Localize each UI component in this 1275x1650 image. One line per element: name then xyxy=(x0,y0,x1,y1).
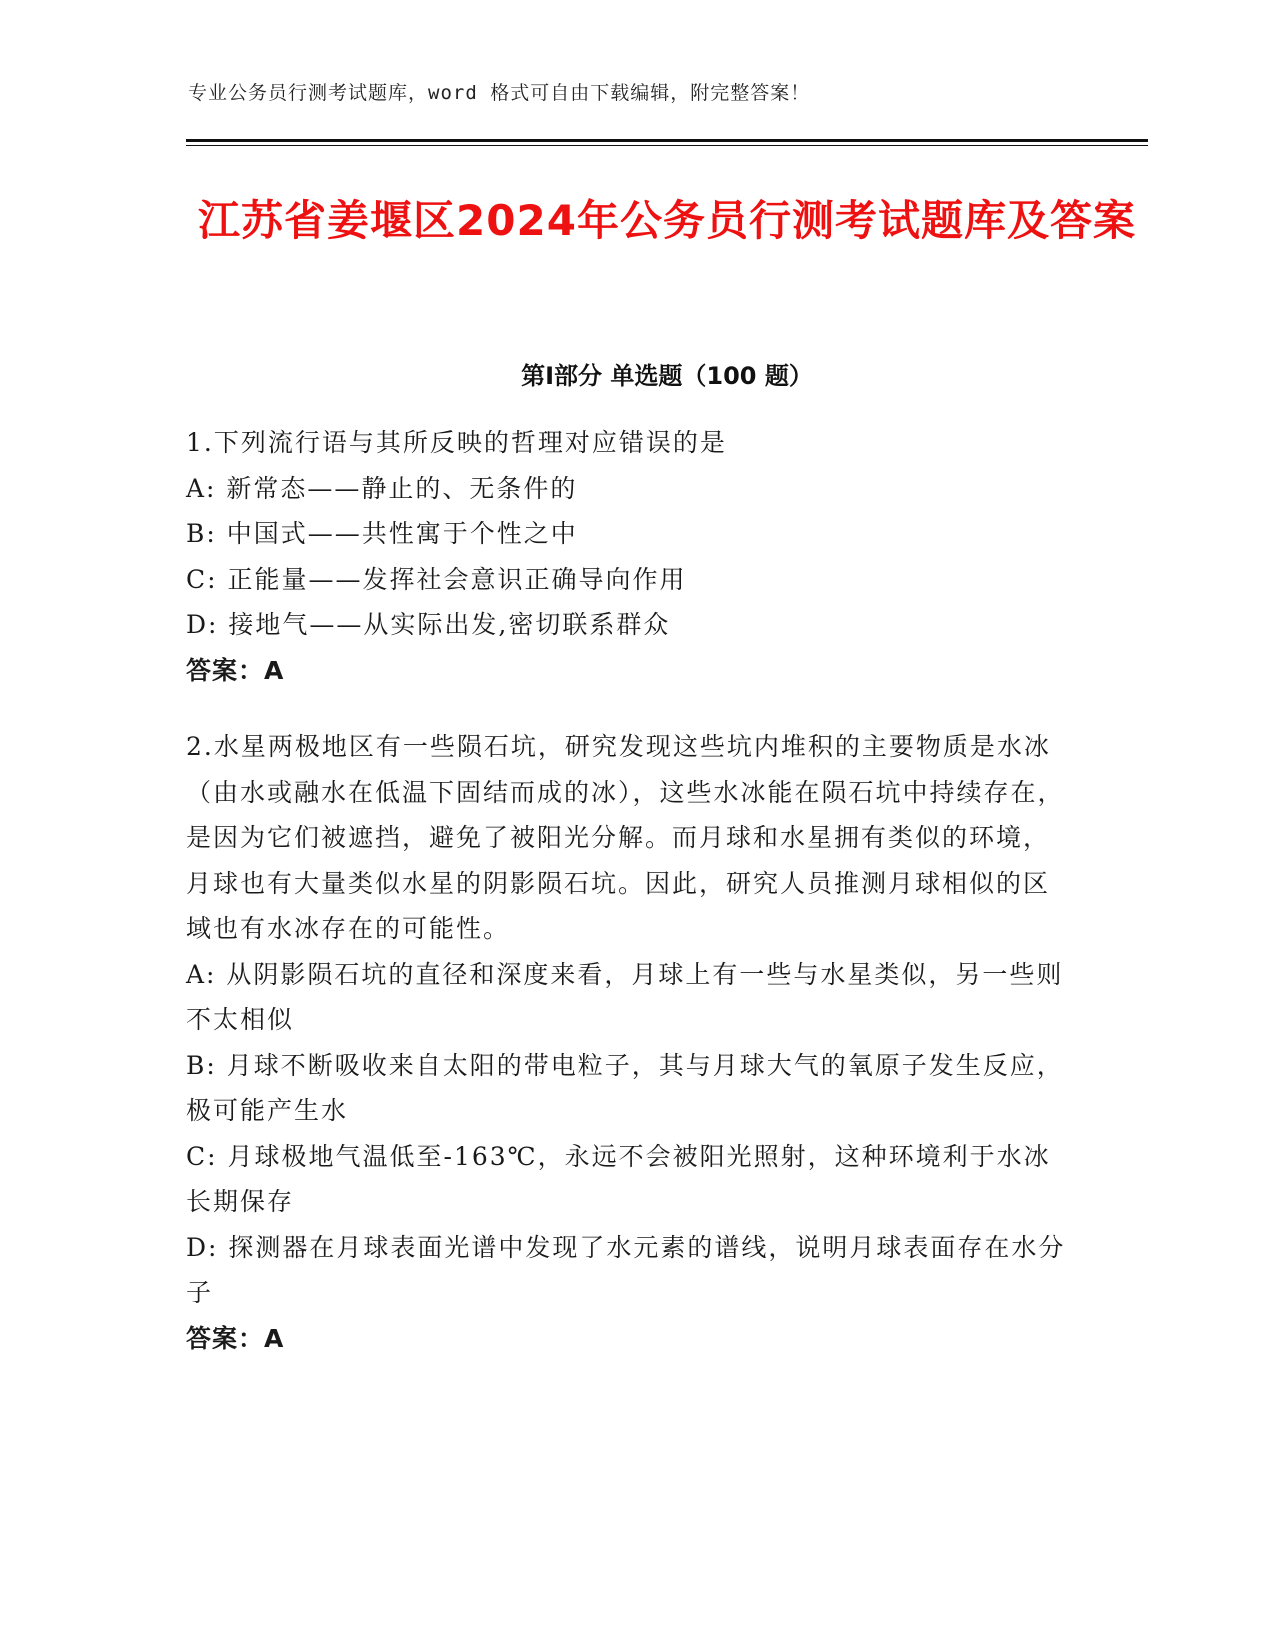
option-a: A: 从阴影陨石坑的直径和深度来看，月球上有一些与水星类似，另一些则不太相似 xyxy=(186,959,1064,1034)
header-rule-thin xyxy=(186,145,1148,146)
header-note: 专业公务员行测考试题库，word 格式可自由下载编辑，附完整答案！ xyxy=(188,82,811,104)
question-stem: 1.下列流行语与其所反映的哲理对应错误的是 xyxy=(186,428,727,457)
question-1 xyxy=(186,420,1076,693)
option-d: D: 探测器在月球表面光谱中发现了水元素的谱线，说明月球表面存在水分子 xyxy=(186,1232,1066,1307)
question-stem: 2.水星两极地区有一些陨石坑，研究发现这些坑内堆积的主要物质是水冰（由水或融水在低温下固结而成的冰），这些水冰能在陨石坑中持续存在，是因为它们被遮挡，避免了被阳光分解。而月球和水星拥有类似的环境，月球也有大量类似水星的阴影陨石坑。因此，研究人员推测月球相似的区域也有水冰存在的可能性。 xyxy=(186,732,1065,943)
section-heading: 第Ⅰ部分 单选题（100 题） xyxy=(521,362,813,390)
header-rule-thick xyxy=(186,139,1148,142)
option-c: C: 正能量——发挥社会意识正确导向作用 xyxy=(186,564,687,594)
question-2 xyxy=(186,724,1076,1361)
answer-label: 答案：A xyxy=(186,1323,285,1353)
option-c: C: 月球极地气温低至-163℃，永远不会被阳光照射，这种环境利于水冰长期保存 xyxy=(186,1141,1051,1216)
document-title: 江苏省姜堰区2024年公务员行测考试题库及答案 xyxy=(198,196,1136,245)
option-b: B: 中国式——共性寓于个性之中 xyxy=(186,519,578,548)
option-a: A: 新常态——静止的、无条件的 xyxy=(186,473,578,503)
option-b: B: 月球不断吸收来自太阳的带电粒子，其与月球大气的氧原子发生反应，极可能产生水 xyxy=(186,1050,1064,1125)
answer-label: 答案：A xyxy=(186,655,285,685)
option-d: D: 接地气——从实际出发,密切联系群众 xyxy=(186,610,671,639)
